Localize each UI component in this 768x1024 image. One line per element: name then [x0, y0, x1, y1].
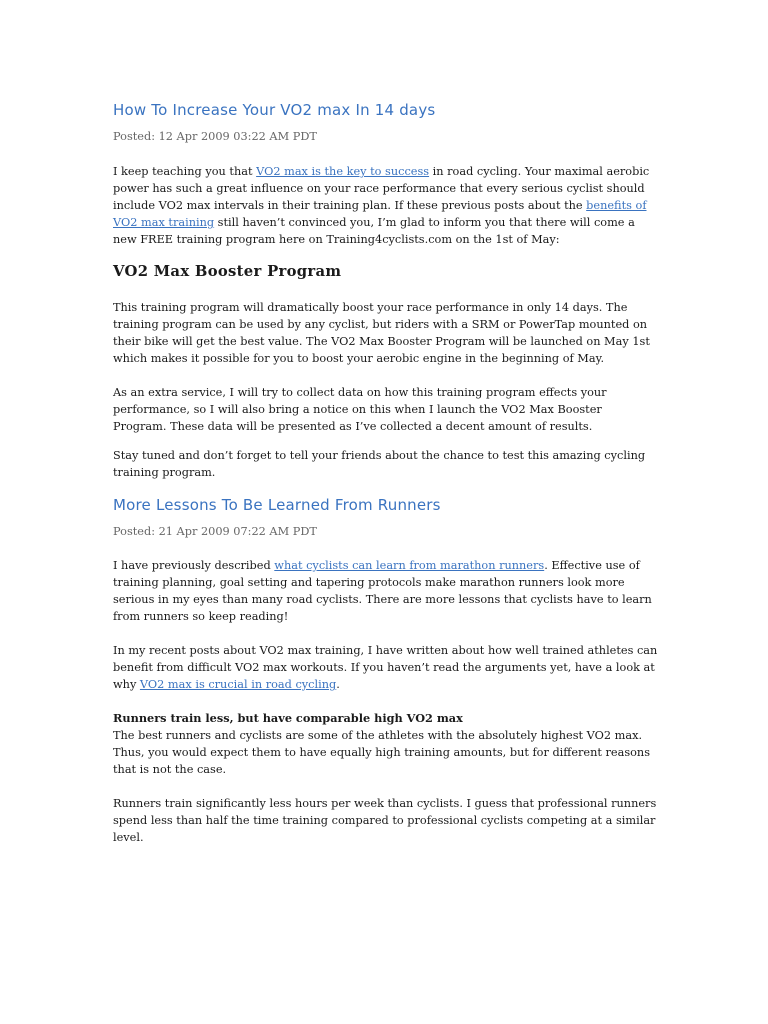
post-title-lessons-runners[interactable]: More Lessons To Be Learned From Runners — [113, 496, 441, 514]
post1-paragraph-2: This training program will dramatically boost your race performance in only 14 days. The training program can be used by any cyclist, but riders with a SRM or PowerTap mounted on their bike will get the best value. The VO2 Max Booster Program will be launched on May 1st which makes it possible for you to boost your aerobic engine in the beginning of May. — [113, 301, 650, 365]
link-vo2-key-to-success[interactable]: VO2 max is the key to success — [256, 165, 430, 178]
post2-paragraph-2 — [113, 642, 658, 693]
text: still haven’t convinced you, I’m glad to inform you that there will come a new FREE training program here on Training4cyclists.com on the 1st of May: — [113, 216, 635, 246]
post-title-vo2max-14days[interactable]: How To Increase Your VO2 max In 14 days — [113, 101, 436, 119]
post2-paragraph-3: The best runners and cyclists are some of the athletes with the absolutely highest VO2 max. Thus, you would expect them to have equally high training amounts, but for different reasons that is not the case. — [113, 729, 650, 776]
post-date: Posted: 12 Apr 2009 03:22 AM PDT — [113, 130, 317, 143]
text: In my recent posts about VO2 max training, I have written about how well trained athletes can benefit from difficult VO2 max workouts. If you haven’t read the arguments yet, have a look at why — [113, 644, 658, 691]
text: I have previously described — [113, 559, 275, 572]
post2-paragraph-4: Runners train significantly less hours per week than cyclists. I guess that professional runners spend less than half the time training compared to professional cyclists competing at a similar level. — [113, 797, 657, 844]
text: I keep teaching you that — [113, 165, 257, 178]
text: . — [336, 678, 340, 691]
post-date: Posted: 21 Apr 2009 07:22 AM PDT — [113, 525, 317, 538]
post2-subheading: Runners train less, but have comparable high VO2 max — [113, 711, 463, 725]
link-vo2-crucial[interactable]: VO2 max is crucial in road cycling — [139, 678, 337, 691]
post2-paragraph-1 — [113, 557, 658, 625]
blog-page — [113, 100, 658, 846]
post1-paragraph-4: Stay tuned and don’t forget to tell your friends about the chance to test this amazing cycling training program. — [113, 449, 646, 479]
post1-paragraph-3: As an extra service, I will try to collect data on how this training program effects your performance, so I will also bring a notice on this when I launch the VO2 Max Booster Program. These data will be presented as I’ve collected a decent amount of results. — [113, 386, 607, 433]
text: in road cycling. Your maximal aerobic power has such a great influence on your race performance that every serious cyclist should include VO2 max intervals in their training plan. If these previous posts about the — [113, 165, 650, 212]
post1-paragraph-intro — [113, 163, 658, 248]
text: . Effective use of training planning, goal setting and tapering protocols make marathon runners look more serious in my eyes than many road cyclists. There are more lessons that cyclists have to learn from runners so keep reading! — [113, 559, 652, 623]
link-cyclists-learn-marathon[interactable]: what cyclists can learn from marathon runners — [274, 559, 545, 572]
link-benefits-vo2-training[interactable]: benefits of VO2 max training — [113, 199, 647, 229]
section-heading-booster: VO2 Max Booster Program — [113, 263, 342, 280]
